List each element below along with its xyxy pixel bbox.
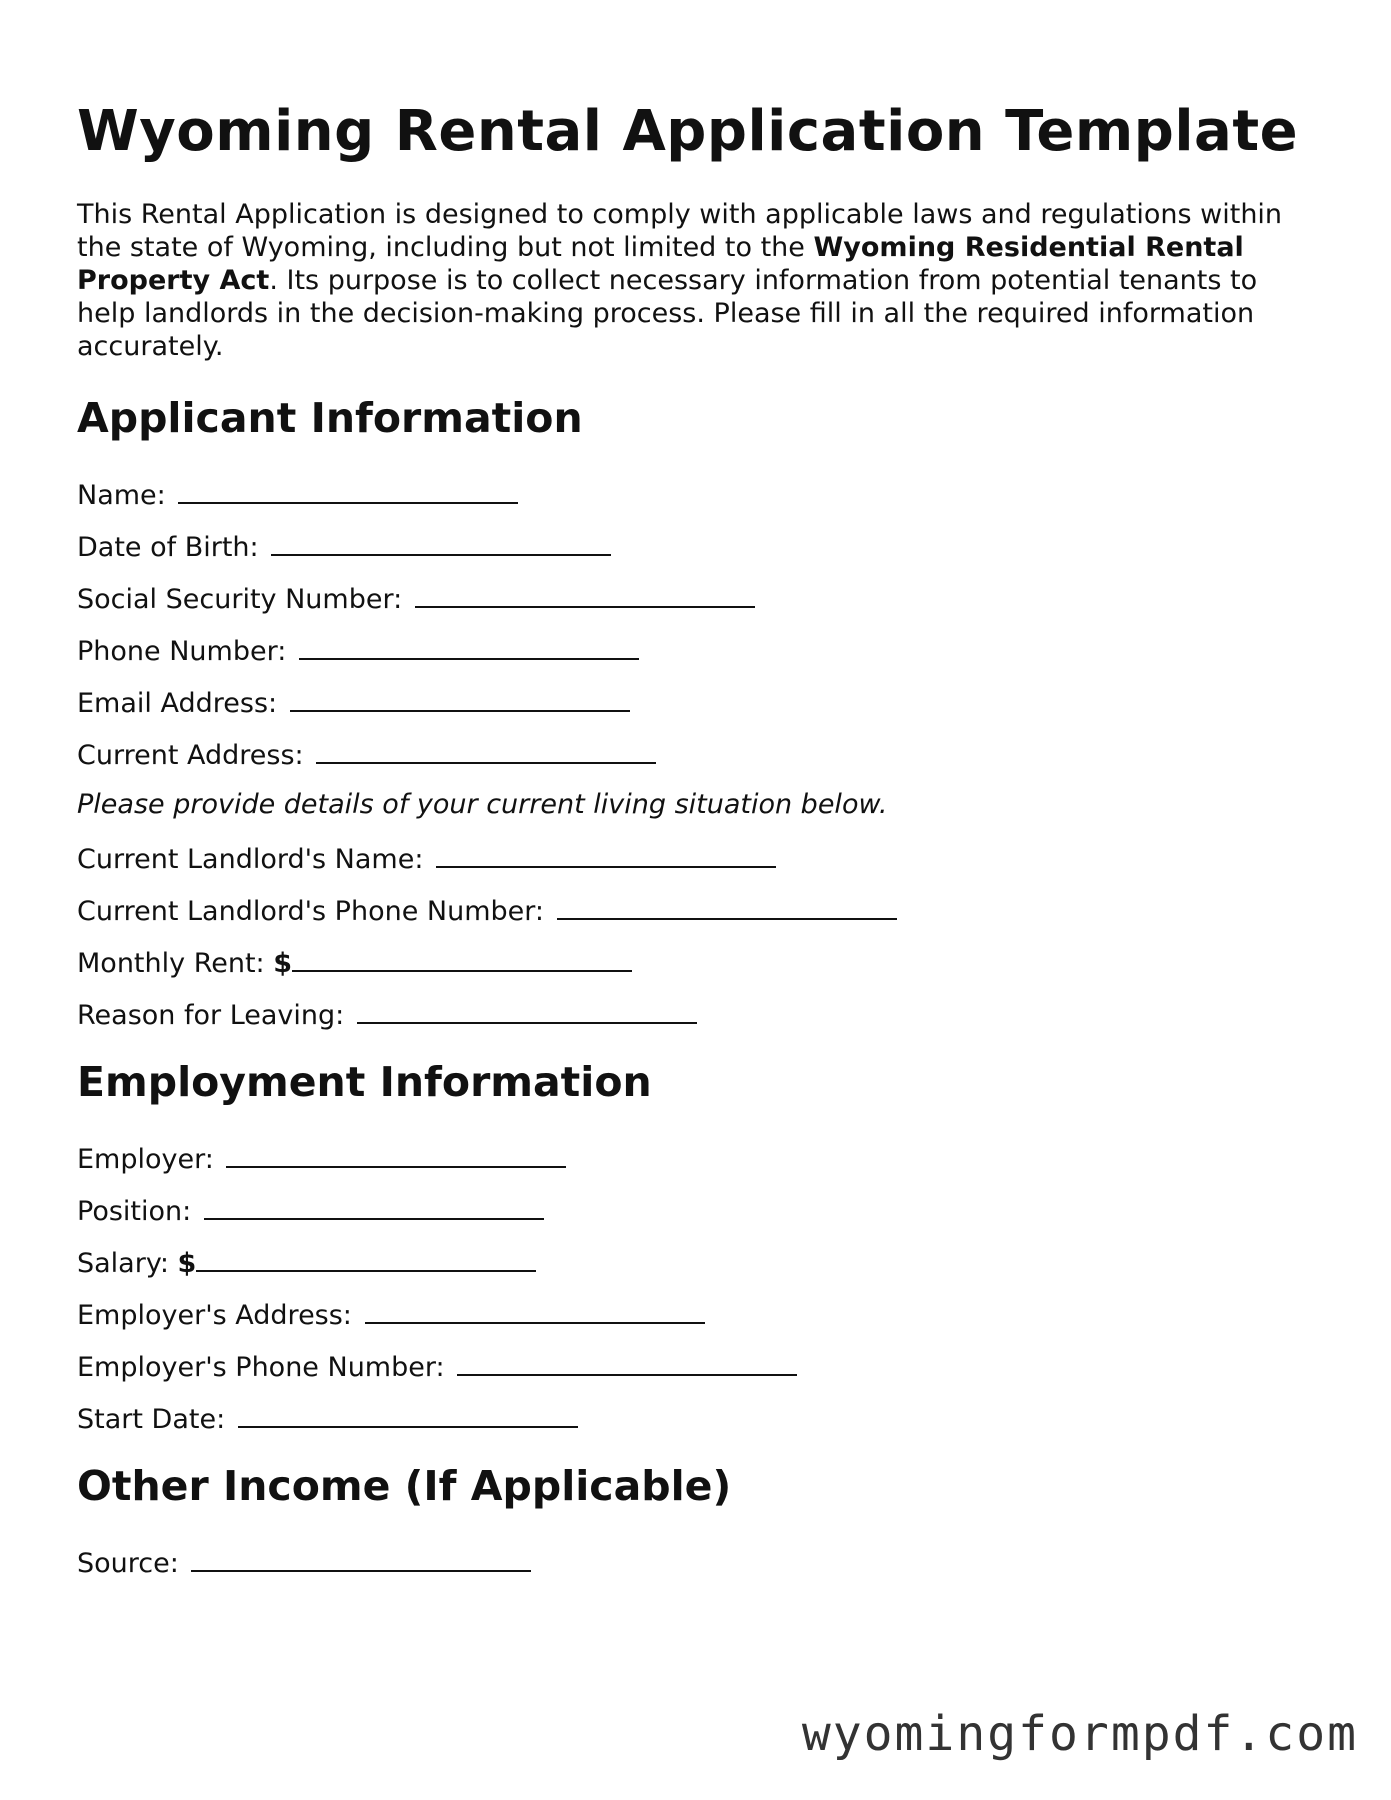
field-label: Salary: <box>77 1248 169 1279</box>
employer-address-blank-line[interactable] <box>365 1297 705 1324</box>
landlord-phone-blank-line[interactable] <box>557 893 897 920</box>
field-start-date <box>77 1401 1307 1433</box>
dollar-sign: $ <box>273 948 293 979</box>
field-monthly-rent <box>77 945 1307 977</box>
phone-blank-line[interactable] <box>299 633 639 660</box>
field-label: Source: <box>77 1548 179 1579</box>
field-label: Current Landlord's Phone Number: <box>77 896 544 927</box>
field-position <box>77 1193 1307 1225</box>
section-heading-employment: Employment Information <box>77 1058 652 1106</box>
field-income-source <box>77 1545 1307 1577</box>
act-name: Wyoming Residential Rental Property Act <box>77 232 1244 296</box>
field-name <box>77 477 1307 509</box>
email-blank-line[interactable] <box>290 685 630 712</box>
field-label: Reason for Leaving: <box>77 1000 345 1031</box>
field-social-security-number <box>77 581 1307 613</box>
intro-paragraph <box>77 198 1307 363</box>
intro-text-start: This Rental Application is designed to comply with applicable laws and regulations within the state of Wyoming, including but not limited to the <box>77 199 1283 263</box>
field-label: Date of Birth: <box>77 532 259 563</box>
salary-blank-line[interactable] <box>196 1245 536 1272</box>
field-label: Phone Number: <box>77 636 287 667</box>
field-label: Employer: <box>77 1144 214 1175</box>
field-label: Employer's Phone Number: <box>77 1352 445 1383</box>
section-heading-other-income: Other Income (If Applicable) <box>77 1462 732 1510</box>
monthly-rent-blank-line[interactable] <box>292 945 632 972</box>
field-label: Monthly Rent: <box>77 948 265 979</box>
field-employer <box>77 1141 1307 1173</box>
field-label: Name: <box>77 480 166 511</box>
intro-text-end: . Its purpose is to collect necessary information from potential tenants to help landlords in the decision-making process. Please fill in all the required information accurately. <box>77 265 1258 362</box>
reason-leaving-blank-line[interactable] <box>357 997 697 1024</box>
field-reason-for-leaving <box>77 997 1307 1029</box>
field-date-of-birth <box>77 529 1307 561</box>
field-salary <box>77 1245 1307 1277</box>
page-title: Wyoming Rental Application Template <box>77 99 1299 164</box>
start-date-blank-line[interactable] <box>238 1401 578 1428</box>
field-current-landlord-name <box>77 841 1307 873</box>
dollar-sign: $ <box>177 1248 197 1279</box>
field-employer-address <box>77 1297 1307 1329</box>
site-watermark: wyomingformpdf.com <box>801 1706 1358 1762</box>
position-blank-line[interactable] <box>204 1193 544 1220</box>
document-page <box>77 96 1307 1577</box>
field-current-address <box>77 737 1307 769</box>
field-current-landlord-phone <box>77 893 1307 925</box>
field-phone-number <box>77 633 1307 665</box>
living-situation-note: Please provide details of your current living situation below. <box>77 789 888 820</box>
section-heading-applicant: Applicant Information <box>77 394 583 442</box>
field-email-address <box>77 685 1307 717</box>
employer-phone-blank-line[interactable] <box>457 1349 797 1376</box>
landlord-name-blank-line[interactable] <box>436 841 776 868</box>
field-label: Position: <box>77 1196 192 1227</box>
ssn-blank-line[interactable] <box>415 581 755 608</box>
income-source-blank-line[interactable] <box>191 1545 531 1572</box>
field-label: Start Date: <box>77 1404 226 1435</box>
date-of-birth-blank-line[interactable] <box>271 529 611 556</box>
current-address-blank-line[interactable] <box>316 737 656 764</box>
name-blank-line[interactable] <box>178 477 518 504</box>
field-label: Employer's Address: <box>77 1300 352 1331</box>
field-label: Current Address: <box>77 740 304 771</box>
field-label: Email Address: <box>77 688 278 719</box>
field-employer-phone <box>77 1349 1307 1381</box>
field-label: Current Landlord's Name: <box>77 844 424 875</box>
employer-blank-line[interactable] <box>226 1141 566 1168</box>
field-label: Social Security Number: <box>77 584 403 615</box>
